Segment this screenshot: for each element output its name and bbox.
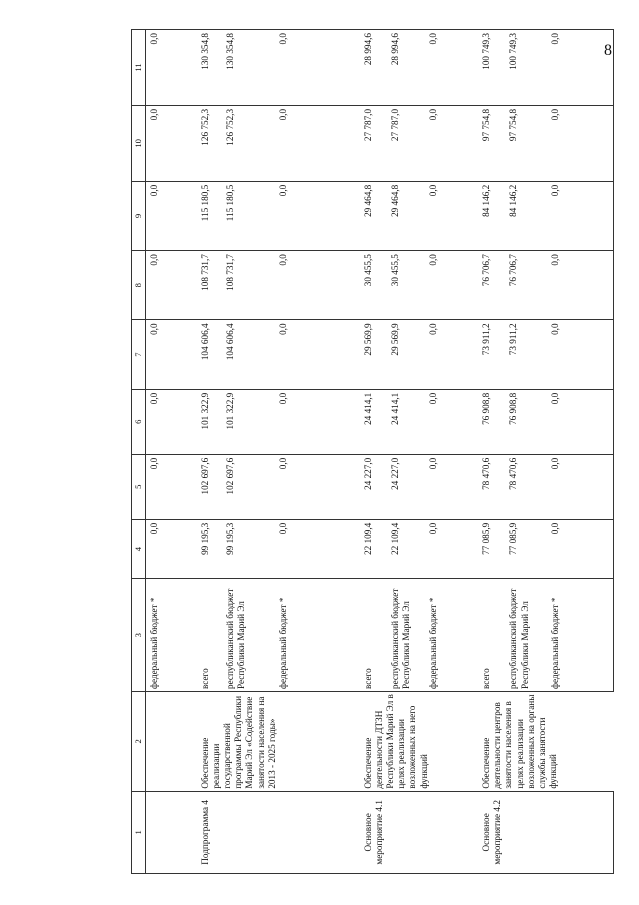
value-cell: 24 227,0 [360, 454, 387, 519]
value-cell: 0,0 [425, 105, 478, 181]
value-cell: 84 146,2 [505, 181, 547, 250]
table-row [197, 30, 222, 874]
value-cell: 84 146,2 [478, 181, 505, 250]
value-cell: 24 414,1 [360, 389, 387, 454]
value-cell: 0,0 [547, 251, 613, 320]
value-cell: 76 908,8 [478, 389, 505, 454]
row-name [425, 791, 478, 873]
col-header-4: 4 [132, 519, 146, 579]
value-cell: 0,0 [146, 251, 197, 320]
page-number: 8 [604, 42, 612, 59]
value-cell: 30 455,5 [360, 251, 387, 320]
funding-source: республиканский бюджет Республики Марий Эл [222, 579, 275, 692]
row-name: Подпрограмма 4 [197, 791, 222, 873]
header-row [132, 30, 146, 874]
value-cell: 0,0 [146, 105, 197, 181]
col-header-8: 8 [132, 251, 146, 320]
value-cell: 130 354,8 [197, 30, 222, 106]
value-cell: 29 464,8 [360, 181, 387, 250]
table-row [360, 30, 387, 874]
value-cell: 0,0 [547, 389, 613, 454]
value-cell: 130 354,8 [222, 30, 275, 106]
value-cell: 76 706,7 [505, 251, 547, 320]
row-description: Обеспечение деятельности ДТЗН Республики Марий Эл в целях реализации возложенных на него функций [360, 692, 478, 792]
value-cell: 0,0 [425, 454, 478, 519]
value-cell: 0,0 [425, 389, 478, 454]
row-name [146, 791, 197, 873]
row-description: Обеспечение деятельности центров занятости населения в целях реализации возложенных на органы службы занятости функций [478, 692, 613, 792]
row-description [146, 692, 197, 792]
value-cell: 27 787,0 [360, 105, 387, 181]
row-name: Основное мероприятие 4.2 [478, 791, 505, 873]
value-cell: 27 787,0 [387, 105, 425, 181]
budget-table [131, 29, 614, 874]
value-cell: 29 464,8 [387, 181, 425, 250]
value-cell: 126 752,3 [197, 105, 222, 181]
value-cell: 24 227,0 [387, 454, 425, 519]
value-cell: 0,0 [275, 519, 360, 579]
table-row [478, 30, 505, 874]
rotated-table-container [131, 29, 613, 874]
col-header-5: 5 [132, 454, 146, 519]
value-cell: 104 606,4 [222, 320, 275, 389]
value-cell: 108 731,7 [222, 251, 275, 320]
value-cell: 0,0 [547, 519, 613, 579]
value-cell: 0,0 [275, 181, 360, 250]
row-name [505, 791, 547, 873]
col-header-7: 7 [132, 320, 146, 389]
value-cell: 115 180,5 [222, 181, 275, 250]
value-cell: 30 455,5 [387, 251, 425, 320]
table-row [146, 30, 197, 874]
value-cell: 22 109,4 [387, 519, 425, 579]
value-cell: 77 085,9 [478, 519, 505, 579]
col-header-9: 9 [132, 181, 146, 250]
funding-source: федеральный бюджет * [275, 579, 360, 692]
value-cell: 108 731,7 [197, 251, 222, 320]
value-cell: 76 706,7 [478, 251, 505, 320]
value-cell: 0,0 [425, 320, 478, 389]
value-cell: 73 911,2 [478, 320, 505, 389]
value-cell: 0,0 [146, 454, 197, 519]
value-cell: 0,0 [275, 320, 360, 389]
row-description: Обеспечение реализации государственной программы Республики Марий Эл «Содействие занятости населения на 2013 - 2025 годы» [197, 692, 360, 792]
value-cell: 29 569,9 [360, 320, 387, 389]
value-cell: 22 109,4 [360, 519, 387, 579]
col-header-6: 6 [132, 389, 146, 454]
row-name [275, 791, 360, 873]
row-name [387, 791, 425, 873]
value-cell: 77 085,9 [505, 519, 547, 579]
value-cell: 0,0 [547, 320, 613, 389]
row-name [222, 791, 275, 873]
value-cell: 0,0 [146, 30, 197, 106]
value-cell: 0,0 [425, 251, 478, 320]
value-cell: 0,0 [275, 251, 360, 320]
value-cell: 101 322,9 [197, 389, 222, 454]
value-cell: 0,0 [146, 320, 197, 389]
funding-source: всего [478, 579, 505, 692]
funding-source: всего [197, 579, 222, 692]
value-cell: 101 322,9 [222, 389, 275, 454]
funding-source: республиканский бюджет Республики Марий Эл [505, 579, 547, 692]
funding-source: федеральный бюджет * [425, 579, 478, 692]
value-cell: 126 752,3 [222, 105, 275, 181]
value-cell: 29 569,9 [387, 320, 425, 389]
row-name: Основное мероприятие 4.1 [360, 791, 387, 873]
col-header-10: 10 [132, 105, 146, 181]
value-cell: 0,0 [146, 389, 197, 454]
value-cell: 104 606,4 [197, 320, 222, 389]
value-cell: 78 470,6 [478, 454, 505, 519]
value-cell: 0,0 [275, 105, 360, 181]
funding-source: федеральный бюджет * [547, 579, 613, 692]
value-cell: 99 195,3 [197, 519, 222, 579]
funding-source: республиканский бюджет Республики Марий Эл [387, 579, 425, 692]
value-cell: 0,0 [275, 454, 360, 519]
value-cell: 0,0 [547, 30, 613, 106]
value-cell: 0,0 [275, 389, 360, 454]
value-cell: 0,0 [275, 30, 360, 106]
value-cell: 0,0 [425, 519, 478, 579]
value-cell: 0,0 [547, 454, 613, 519]
value-cell: 102 697,6 [197, 454, 222, 519]
funding-source: всего [360, 579, 387, 692]
col-header-11: 11 [132, 30, 146, 106]
funding-source: федеральный бюджет * [146, 579, 197, 692]
value-cell: 100 749,3 [505, 30, 547, 106]
row-name [547, 791, 613, 873]
value-cell: 73 911,2 [505, 320, 547, 389]
value-cell: 0,0 [425, 30, 478, 106]
value-cell: 28 994,6 [360, 30, 387, 106]
value-cell: 115 180,5 [197, 181, 222, 250]
col-header-1: 1 [132, 791, 146, 873]
value-cell: 28 994,6 [387, 30, 425, 106]
value-cell: 76 908,8 [505, 389, 547, 454]
col-header-2: 2 [132, 692, 146, 792]
value-cell: 99 195,3 [222, 519, 275, 579]
value-cell: 0,0 [146, 181, 197, 250]
value-cell: 100 749,3 [478, 30, 505, 106]
col-header-3: 3 [132, 579, 146, 692]
value-cell: 97 754,8 [478, 105, 505, 181]
value-cell: 0,0 [547, 105, 613, 181]
value-cell: 0,0 [146, 519, 197, 579]
value-cell: 24 414,1 [387, 389, 425, 454]
value-cell: 0,0 [547, 181, 613, 250]
value-cell: 97 754,8 [505, 105, 547, 181]
value-cell: 102 697,6 [222, 454, 275, 519]
value-cell: 0,0 [425, 181, 478, 250]
value-cell: 78 470,6 [505, 454, 547, 519]
